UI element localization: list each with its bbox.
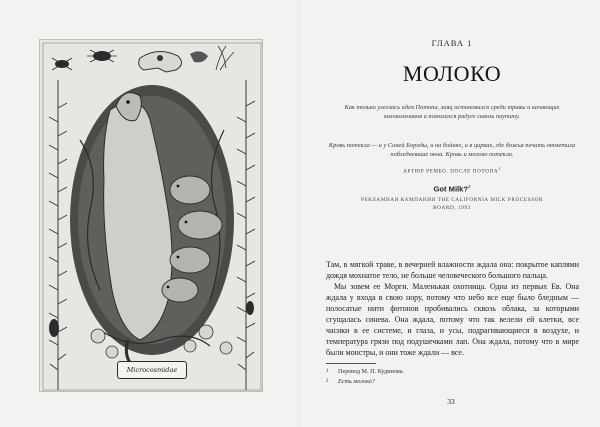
illustration-plate (39, 39, 263, 392)
body-paragraph: Там, в мягкой траве, в вечерней влажности ждала она: покрытое каплями дождя мохнатое тело, не больше человеческого большого пальца. (326, 260, 579, 280)
footnote-text: Есть молоко? (338, 378, 375, 385)
epigraph-attribution-rimbaud (328, 166, 576, 175)
attribution-text: АРТЮР РЕМБО. ПОСЛЕ ПОТОПА (403, 168, 499, 175)
chapter-body-text (326, 259, 579, 358)
body-paragraph: Мы зовем ее Морги. Маленькая охотница. Одна из первых Ев. Она ждала у входа в свою нору, потому что небо все еще было бледным — полосатые нити фотонов пробивались сквозь облака, за которыми сгущалась синева. Она ждала, потому что так велели ей клетки, все часики в ее системе, и глаза, и усы, подрагивающиеся в воздухе, и температура грязи под подушечками лап. Она ждала, потому что в мире были монстры, и они тоже ждали — все. (326, 282, 579, 357)
chapter-number: ГЛАВА 1 (431, 38, 473, 48)
footnote-divider (326, 363, 376, 364)
epigraph-attribution-milk-board: РЕКЛАМНАЯ КАМПАНИЯ THE CALIFORNIA MILK PROCESSOR BOARD, 1993 (360, 197, 544, 211)
footnote-2 (326, 378, 576, 385)
plate-caption-label: Microcosmidae (117, 361, 187, 379)
footnote-number: 2 (326, 379, 329, 384)
footnote-1 (326, 368, 576, 375)
chapter-title: МОЛОКО (402, 61, 502, 86)
gotmilk-epigraph (330, 184, 574, 194)
footnote-marker: 2 (468, 184, 471, 189)
engraving-illustration (40, 40, 263, 392)
epigraph-first: Как только улеглась идея Потопа, заяц остановился среди травы и качающих колокольчиков и помолился радуге сквозь паутину. (344, 104, 560, 120)
page-number: 33 (447, 397, 455, 406)
epigraph-second: Кровь потекла — и у Синей Бороды, и на бойнях, и в цирках, где божья печать отметила побледневшие окна. Кровь и молоко потекли. (328, 142, 576, 158)
footnote-number: 1 (326, 369, 329, 374)
book-gutter (299, 0, 301, 427)
gotmilk-text: Got Milk? (433, 184, 469, 194)
footnote-text: Перевод М. П. Кудинова. (338, 368, 405, 375)
footnote-marker: 1 (498, 166, 501, 171)
